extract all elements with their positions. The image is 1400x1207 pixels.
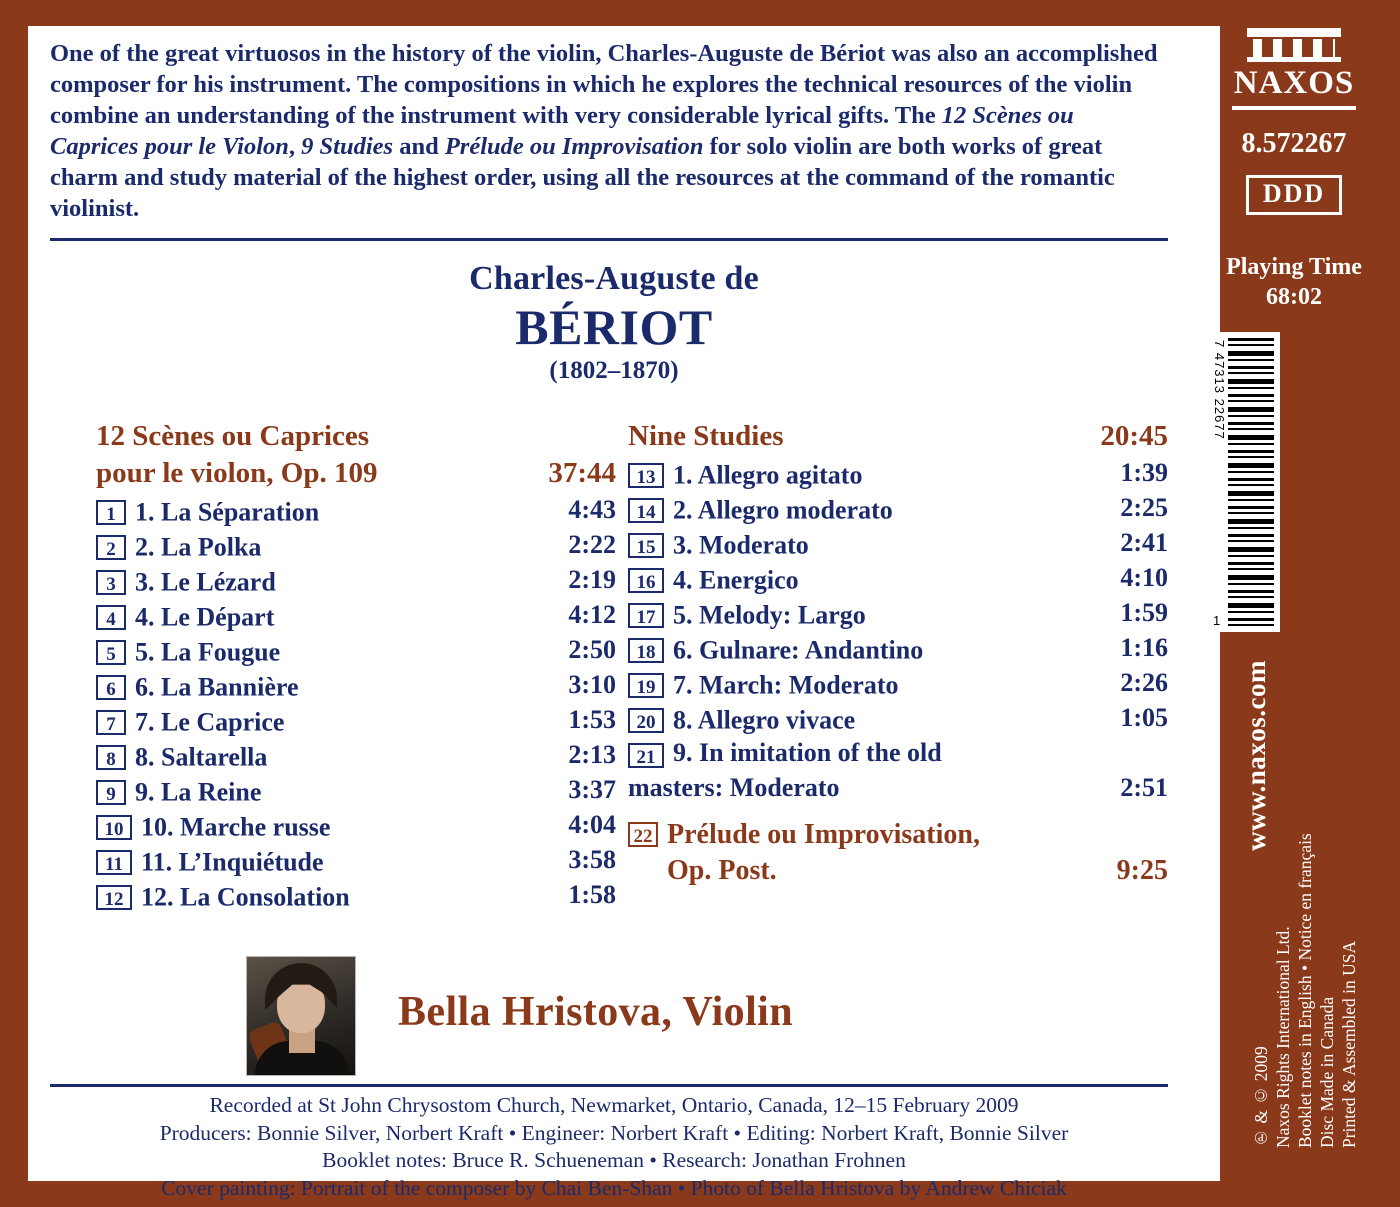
ddd-badge: DDD (1246, 175, 1342, 215)
track-time: 1:59 (1120, 598, 1168, 627)
divider-top (50, 238, 1168, 241)
legal-rights-owner: Naxos Rights International Ltd. (1273, 926, 1293, 1148)
barcode-digits: 7 47313 22677 (1212, 340, 1227, 440)
work-total-time: 37:44 (548, 457, 616, 489)
track-time: 2:19 (568, 565, 616, 594)
work-title-line-2: pour le violon, Op. 109 (96, 457, 378, 489)
track-row (96, 702, 616, 737)
track-title: 9. In imitation of the old (673, 738, 942, 767)
track-time: 3:37 (568, 775, 616, 804)
track-time: 4:12 (568, 600, 616, 629)
track-number: 5 (96, 640, 126, 665)
track-row (628, 455, 1168, 490)
track-number: 20 (628, 708, 664, 733)
track-number: 14 (628, 498, 664, 523)
credits-line-producers: Producers: Bonnie Silver, Norbert Kraft • Engineer: Norbert Kraft • Editing: Norbert Kraft, Bonnie Silver (159, 1120, 1069, 1145)
main-content (28, 26, 1200, 1200)
work-title-nine-studies (628, 418, 1168, 455)
work-title-line-1: Nine Studies (628, 420, 784, 452)
track-title-continued: masters: Moderato (628, 773, 840, 802)
legal-text-block (1250, 648, 1360, 1148)
track-title: 5. La Fougue (135, 637, 281, 667)
temple-pillars (1253, 39, 1335, 57)
track-row (628, 525, 1168, 560)
track-row (628, 665, 1168, 700)
website-url[interactable]: www.naxos.com (1241, 660, 1271, 852)
track-time: 3:58 (568, 845, 616, 874)
track-title: 4. Energico (673, 565, 799, 595)
track-title: 3. Moderato (673, 530, 809, 560)
track-number: 18 (628, 638, 664, 663)
track-number: 7 (96, 710, 126, 735)
track-row (96, 737, 616, 772)
legal-disc-origin: Disc Made in Canada (1317, 996, 1337, 1148)
barcode (1212, 332, 1280, 632)
track-time: 2:50 (568, 635, 616, 664)
composer-dates: (1802–1870) (549, 357, 679, 384)
track-row (628, 630, 1168, 665)
border-left (0, 0, 28, 1207)
track-number: 12 (96, 885, 132, 910)
track-row (628, 595, 1168, 630)
track-time: 2:13 (568, 740, 616, 769)
track-row (96, 842, 616, 877)
track-time: 2:41 (1120, 528, 1168, 557)
track-title: 5. Melody: Largo (673, 600, 866, 630)
description-part-4: for solo violin are both works of great charm and study material of the highest order, using all the resources at the command of the romantic violinist. (50, 133, 1115, 222)
track-time: 2:22 (568, 530, 616, 559)
description-italic-3: Prélude ou Improvisation (444, 133, 704, 160)
track-time: 4:10 (1120, 563, 1168, 592)
track-number: 6 (96, 675, 126, 700)
track-row (96, 597, 616, 632)
track-number: 22 (628, 822, 658, 847)
track-row (628, 490, 1168, 525)
tracklist-left (96, 418, 616, 912)
track-title: 11. L’Inquiétude (141, 847, 324, 877)
track-number: 11 (96, 850, 132, 875)
track-number: 9 (96, 780, 126, 805)
track-number: 16 (628, 568, 664, 593)
description-part-2: , (288, 133, 302, 160)
track-number: 21 (628, 743, 664, 768)
naxos-wordmark: NAXOS (1233, 65, 1355, 101)
track-time: 1:05 (1120, 703, 1168, 732)
track-title: 8. Saltarella (135, 742, 268, 772)
track-time: 2:25 (1120, 493, 1168, 522)
temple-base (1247, 57, 1341, 62)
credits-block (28, 1092, 1200, 1202)
track-title: 10. Marche russe (141, 812, 331, 842)
legal-booklet-languages: Booklet notes in English • Notice en français (1295, 833, 1315, 1148)
track-title: 3. Le Lézard (135, 567, 276, 597)
credits-line-artwork: Cover painting: Portrait of the composer by Chai Ben-Shan • Photo of Bella Hristova by Andrew Chiciak (161, 1175, 1067, 1200)
track-time: 1:39 (1120, 458, 1168, 487)
track-number: 3 (96, 570, 126, 595)
credits-line-recording: Recorded at St John Chrysostom Church, Newmarket, Ontario, Canada, 12–15 February 2009 (209, 1093, 1019, 1117)
track-title: 7. March: Moderato (673, 670, 899, 700)
legal-printed-origin: Printed & Assembled in USA (1339, 940, 1359, 1148)
track-row (628, 560, 1168, 595)
barcode-digit-tail: 1 (1213, 613, 1221, 628)
track-number: 15 (628, 533, 664, 558)
track-row (96, 492, 616, 527)
description-part-1: One of the great virtuosos in the history of the violin, Charles-Auguste de Bériot was also an accomplished composer for his instrument. The compositions in which he explores the technical resources of the violin combine an understanding of the instrument with very considerable lyrical gifts. The (50, 40, 1158, 129)
logo-underline (1232, 106, 1356, 110)
track-number: 4 (96, 605, 126, 630)
track-time: 1:16 (1120, 633, 1168, 662)
track-time: 2:51 (1120, 773, 1168, 802)
border-top (0, 0, 1400, 26)
work-title-line-1: 12 Scènes ou Caprices (96, 420, 370, 452)
track-row-prelude (628, 817, 1168, 889)
track-row (628, 735, 1168, 805)
track-title: 2. La Polka (135, 532, 262, 562)
legal-copyright: ℗ & © 2009 (1251, 1046, 1271, 1148)
playing-time-label: Playing Time (1226, 254, 1362, 280)
track-time: 2:26 (1120, 668, 1168, 697)
track-title: 8. Allegro vivace (673, 705, 856, 735)
track-title: 4. Le Départ (135, 602, 275, 632)
barcode-bars (1228, 338, 1274, 626)
track-title: 1. La Séparation (135, 497, 320, 527)
track-time: 1:53 (568, 705, 616, 734)
track-time: 1:58 (568, 880, 616, 909)
track-row (96, 632, 616, 667)
composer-last-name: BÉRIOT (515, 299, 713, 355)
track-row (628, 700, 1168, 735)
track-row (96, 527, 616, 562)
track-row (96, 877, 616, 912)
work-title-caprices (96, 418, 616, 492)
catalog-number: 8.572267 (1241, 128, 1347, 159)
track-number: 1 (96, 500, 126, 525)
description-part-3: and (393, 133, 445, 160)
performer-name: Bella Hristova, Violin (398, 989, 793, 1035)
temple-icon (1247, 28, 1341, 62)
track-time: 9:25 (1116, 855, 1168, 886)
track-number: 17 (628, 603, 664, 628)
description-italic-1: 12 Scènes ou Caprices pour le Violon (50, 102, 1074, 160)
album-description (50, 38, 1168, 224)
track-number: 19 (628, 673, 664, 698)
border-right (1368, 0, 1400, 1207)
track-number: 2 (96, 535, 126, 560)
temple-roof (1247, 28, 1341, 37)
track-time: 4:04 (568, 810, 616, 839)
naxos-logo (1232, 28, 1356, 110)
credits-line-booklet: Booklet notes: Bruce R. Schueneman • Research: Jonathan Frohnen (322, 1148, 906, 1172)
track-title: 6. La Bannière (135, 672, 299, 702)
composer-block (28, 258, 1200, 388)
track-row (96, 807, 616, 842)
track-title: 1. Allegro agitato (673, 460, 863, 490)
track-title: 12. La Consolation (141, 882, 350, 912)
playing-time-block (1226, 252, 1362, 312)
track-title: Prélude ou Improvisation, (667, 819, 980, 850)
track-number: 13 (628, 463, 664, 488)
work-total-time: 20:45 (1100, 420, 1168, 452)
divider-bottom (50, 1084, 1168, 1087)
performer-block (28, 956, 1200, 1076)
track-row (96, 562, 616, 597)
tracklist-columns (28, 418, 1200, 938)
track-title: 2. Allegro moderato (673, 495, 893, 525)
track-time: 4:43 (568, 495, 616, 524)
track-row (96, 667, 616, 702)
tracklist-right (628, 418, 1168, 889)
playing-time-value: 68:02 (1266, 284, 1322, 310)
description-italic-2: 9 Studies (301, 133, 394, 160)
track-number: 8 (96, 745, 126, 770)
track-title-continued: Op. Post. (667, 855, 777, 886)
track-title: 6. Gulnare: Andantino (673, 635, 924, 665)
track-row (96, 772, 616, 807)
track-number: 10 (96, 815, 132, 840)
composer-first-name: Charles-Auguste de (469, 260, 759, 297)
track-time: 3:10 (568, 670, 616, 699)
track-title: 7. Le Caprice (135, 707, 285, 737)
track-title: 9. La Reine (135, 777, 262, 807)
performer-photo (246, 956, 356, 1076)
